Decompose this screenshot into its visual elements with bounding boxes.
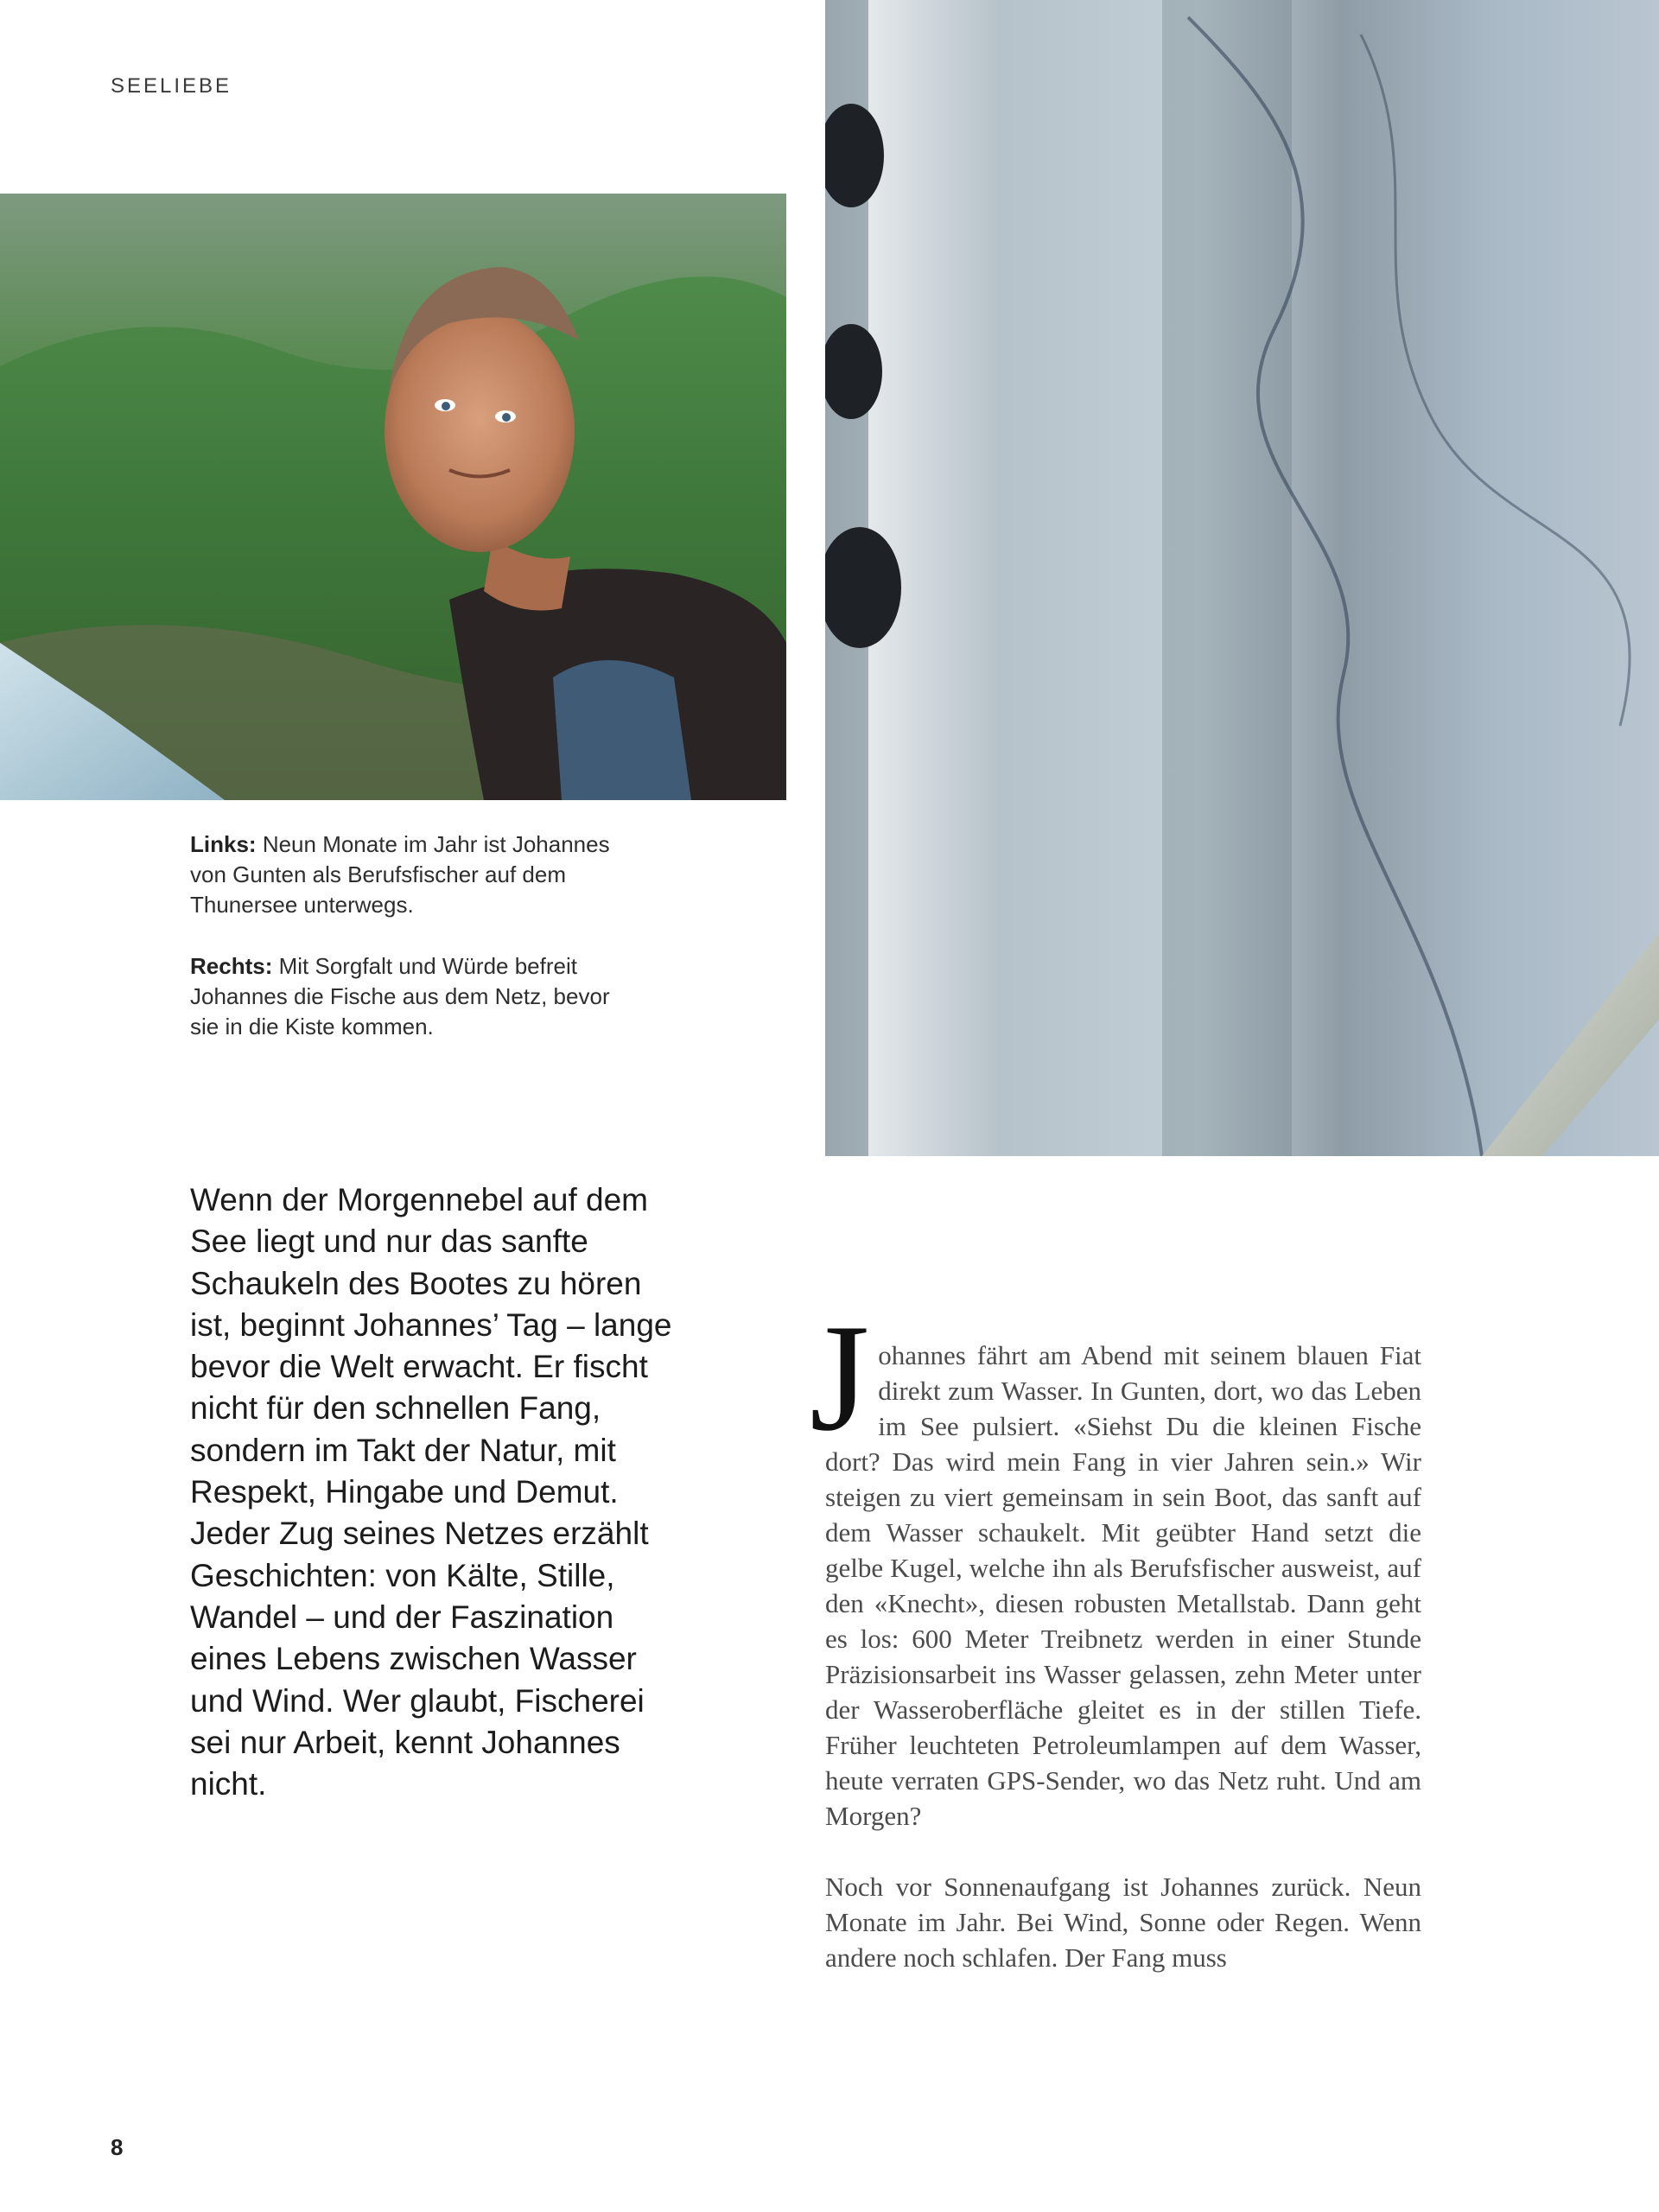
lead-paragraph: Wenn der Morgennebel auf dem See liegt und nur das sanfte Schaukeln des Bootes zu hören ist, beginnt Johannes’ Tag – lange bevor die Welt erwacht. Er fischt nicht für den schnellen Fang, sondern im Takt der Natur, mit Respekt, Hingabe und Demut. Jeder Zug seines Netzes erzählt Geschichten: von Kälte, Stille, Wandel – und der Faszination eines Lebens zwischen Wasser und Wind. Wer glaubt, Fischerei sei nur Arbeit, kennt Johannes nicht. [190, 1182, 672, 1802]
caption-left-label: Links: [190, 831, 257, 857]
body-paragraph-1 [810, 1292, 1421, 1834]
caption-right [190, 951, 639, 1042]
caption-left [190, 830, 639, 920]
caption-left-text: Neun Monate im Jahr ist Johannes von Gunten als Berufsfischer auf dem Thunersee unterwegs. [190, 831, 610, 918]
article-body [810, 1292, 1421, 2011]
body-paragraph-2: Noch vor Sonnenaufgang ist Johannes zurück. Neun Monate im Jahr. Bei Wind, Sonne oder Regen. Wenn andere noch schlafen. Der Fang muss [825, 1872, 1421, 1973]
caption-right-label: Rechts: [190, 953, 273, 979]
section-label: SEELIEBE [111, 74, 232, 98]
photo-captions [190, 830, 639, 1073]
fisherman-portrait-photo [0, 194, 786, 800]
fishing-net-closeup-photo [825, 0, 1659, 1156]
body-paragraph-1-text: ohannes fährt am Abend mit seinem blauen Fiat direkt zum Wasser. In Gunten, dort, wo das Leben im See pulsiert. «Siehst Du die kleinen Fische dort? Das wird mein Fang in vier Jahren sein.» Wir steigen zu viert gemeinsam in sein Boot, das sanft auf dem Wasser schaukelt. Mit geübter Hand setzt die gelbe Kugel, welche ihn als Berufsfischer ausweist, auf den «Knecht», diesen robusten Metallstab. Dann geht es los: 600 Meter Treibnetz werden in einer Stunde Präzisionsarbeit ins Wasser gelassen, zehn Meter unter der Wasseroberfläche gleitet es in der stillen Tiefe. Früher leuchteten Petroleumlampen auf dem Wasser, heute verraten GPS-Sender, wo das Netz ruht. Und am Morgen? [825, 1340, 1421, 1831]
caption-right-text: Mit Sorgfalt und Würde befreit Johannes die Fische aus dem Netz, bevor sie in die Kiste kommen. [190, 953, 610, 1039]
drop-cap: J [810, 1292, 870, 1463]
page-number: 8 [111, 2134, 124, 2160]
